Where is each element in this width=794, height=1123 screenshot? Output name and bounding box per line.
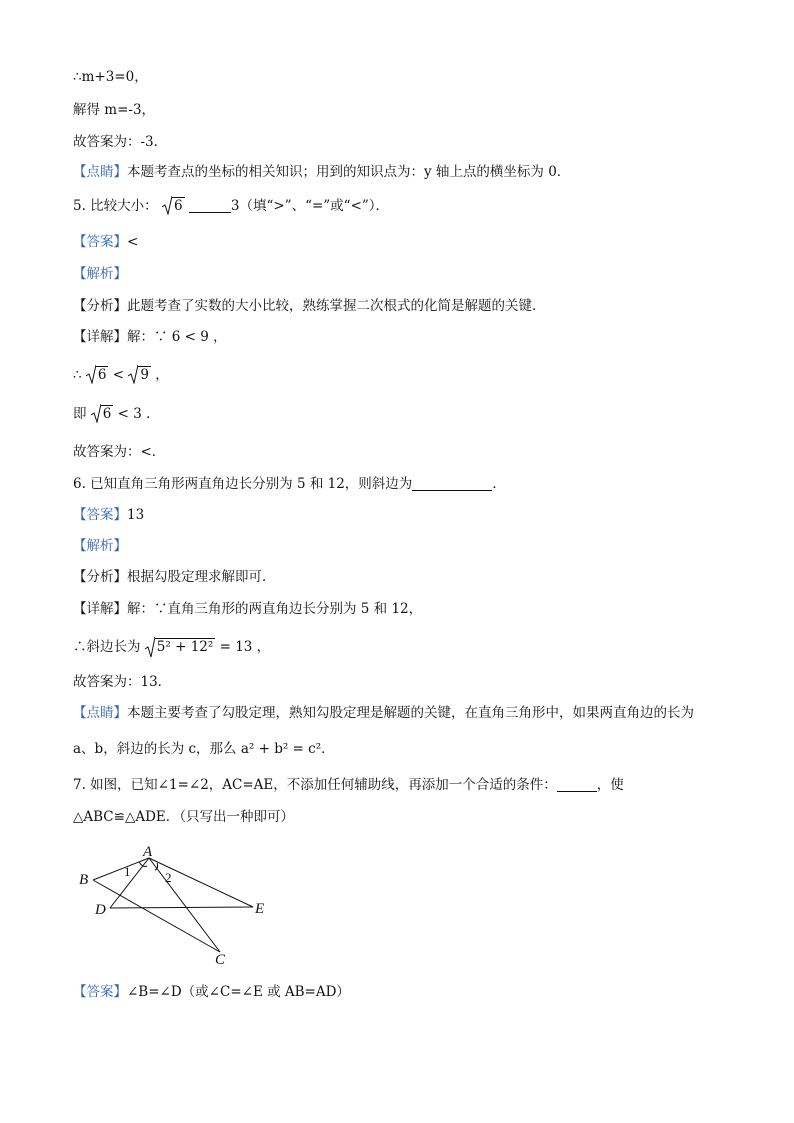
label-A: A [143, 844, 153, 860]
line-comment-4: 【点睛】本题考查点的坐标的相关知识；用到的知识点为：y 轴上点的横坐标为 0． [73, 164, 571, 180]
q6-comment-2: a、b，斜边的长为 c，那么 a² + b² = c²． [73, 741, 335, 757]
q7-answer: 【答案】∠B=∠D（或∠C=∠E 或 AB=AD） [73, 984, 350, 1000]
answer-blank-5 [189, 199, 231, 213]
q5-fenxi: 【分析】此题考查了实数的大小比较，熟练掌握二次根式的化简是解题的关键． [73, 298, 546, 314]
comment-tag: 【点睛】 [73, 164, 127, 180]
q5-step2: 即 6 < 3 ． [73, 406, 160, 422]
label-E: E [255, 901, 265, 917]
q6-step1: ∴斜边长为 5² + 12² = 13 ， [73, 639, 271, 655]
label-D: D [95, 902, 106, 918]
triangle-figure [73, 840, 283, 970]
q5-step1: ∴ 6 < 9 ， [73, 367, 169, 383]
q6-final: 故答案为：13． [73, 674, 172, 690]
q6-analysis-heading: 【解析】 [73, 538, 127, 554]
sqrt-6: 6 [162, 197, 185, 215]
q5-analysis-heading: 【解析】 [73, 266, 127, 282]
q5-xiangjie: 【详解】解：∵ 6 < 9 ， [73, 329, 227, 345]
q6-fenxi: 【分析】根据勾股定理求解即可． [73, 569, 276, 585]
answer-blank-7 [557, 778, 597, 792]
line-answer-3: 故答案为：-3． [73, 134, 168, 150]
question-5: 5. 比较大小： 6 3（填“>”、“=”或“<”）． [73, 198, 390, 214]
question-6: 6. 已知直角三角形两直角边长分别为 5 和 12，则斜边为 ． [73, 476, 506, 492]
line-m-eq: ∴m+3=0， [73, 69, 148, 85]
q6-xiangjie: 【详解】解：∵直角三角形的两直角边长分别为 5 和 12， [73, 601, 423, 617]
angle-2-label: 2 [165, 870, 172, 885]
line-solve-m: 解得 m=-3， [73, 102, 156, 118]
q6-answer: 【答案】13 [73, 507, 145, 523]
q5-final: 故答案为：<． [73, 444, 166, 460]
label-C: C [215, 952, 226, 968]
answer-blank-6 [412, 477, 492, 491]
angle-1-label: 1 [124, 864, 131, 879]
question-7: 7. 如图，已知∠1=∠2，AC=AE，不添加任何辅助线，再添加一个合适的条件： ，使 [73, 777, 624, 793]
q6-comment: 【点睛】本题主要考查了勾股定理，熟知勾股定理是解题的关键，在直角三角形中，如果两直角边的长为 [73, 705, 694, 721]
label-B: B [79, 872, 89, 888]
question-7-line2: △ABC≌△ADE．（只写出一种即可） [73, 809, 295, 825]
q5-answer: 【答案】< [73, 234, 139, 250]
